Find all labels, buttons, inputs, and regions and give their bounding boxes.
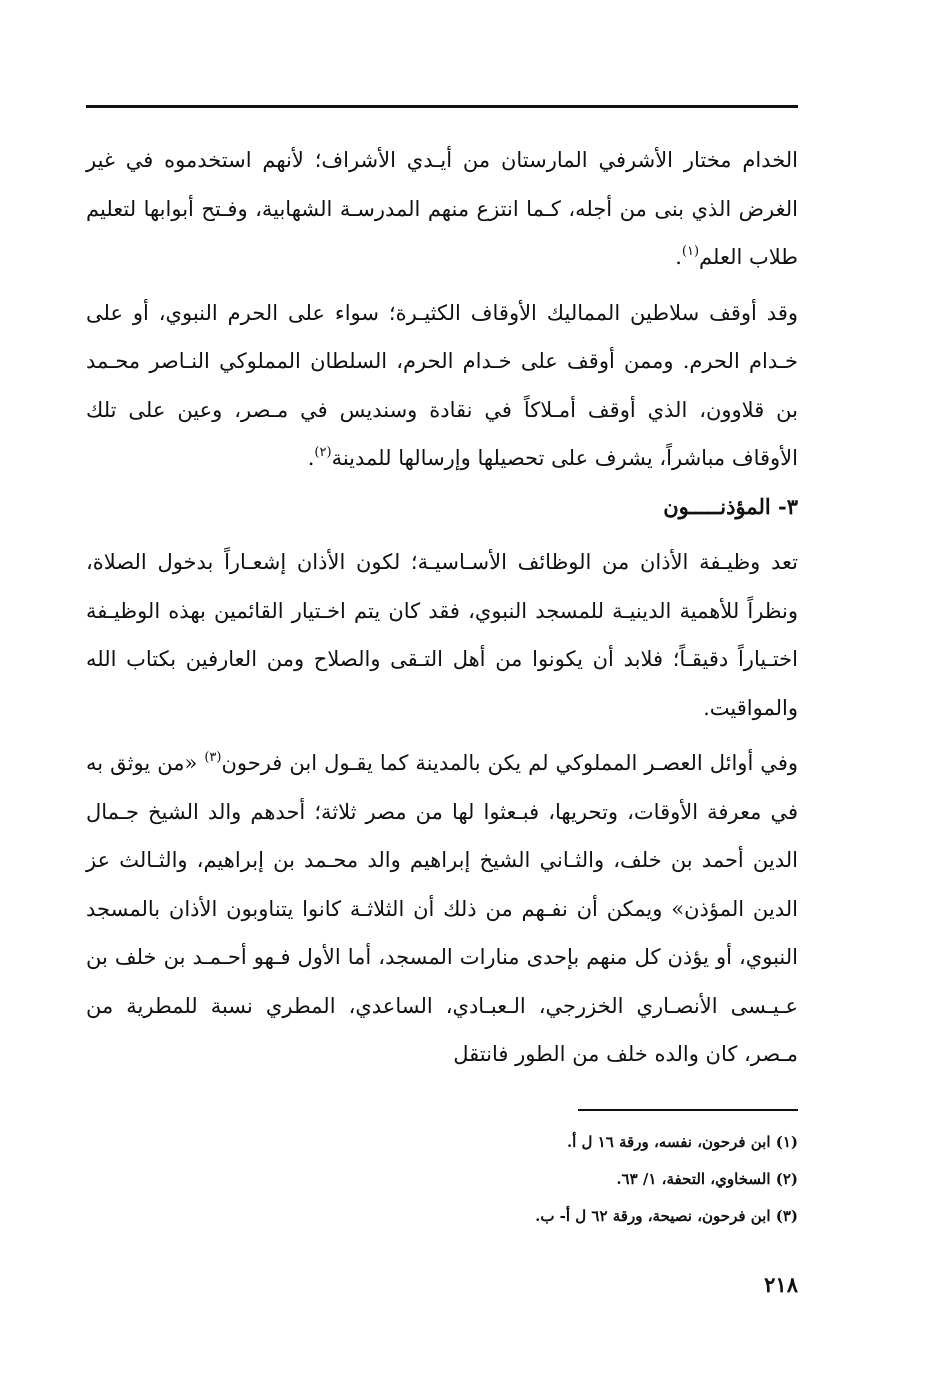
footnote-ref-3: (٣) [204, 750, 222, 765]
footnote-ref-1: (١) [681, 244, 700, 259]
paragraph-1-end: . [675, 245, 682, 269]
footnotes [86, 1124, 798, 1235]
footnote-1: (١) ابن فرحون، نفسه، ورقة ١٦ ل أ. [566, 1133, 798, 1151]
footnote-ref-2: (٢) [314, 445, 332, 460]
paragraph-4 [86, 739, 798, 1079]
footnote-2: (٢) السخاوي، التحفة، ١/ ٦٣. [616, 1170, 798, 1188]
paragraph-2 [86, 289, 798, 483]
page-number: ٢١٨ [764, 1272, 798, 1297]
paragraph-1-text: الخدام مختار الأشرفي المارستان من أيـدي الأشراف؛ لأنهم استخدموه في غير الغرض الذي بنى من أجله، كـما انتزع منهم المدرسـة الشهابية، وفـتح أبوابها لتعليم طلاب العلم [86, 148, 798, 269]
paragraph-4-start: وفي أوائل العصـر المملوكي لم يكن بالمدينة كما يقـول ابن فرحون [221, 751, 798, 775]
section-heading: ٣- المؤذنـــــون [663, 493, 798, 519]
paragraph-4-rest: «من يوثق به في معرفة الأوقات، وتحريها، فبـعثوا لها من مصر ثلاثة؛ أحدهم والد الشيخ جـمال الدين أحمد بن خلف، والثـاني الشيخ إبراهيم والد محـمد بن إبراهيم، والثـالث عز الدين المؤذن» ويمكن أن نفـهم من ذلك أن الثلاثـة كانوا يتناوبون الأذان بالمسجد النبوي، أو يؤذن كل منهم بإحدى منارات المسجد، أما الأول فـهو أحـمـد بن خلف بن عـيـسى الأنصـاري الخزرجي، الـعبـادي، الساعدي، المطري نسبة للمطرية من مـصر، كان والده خلف من الطور فانتقل [86, 751, 798, 1066]
footnote-3: (٣) ابن فرحون، نصيحة، ورقة ٦٢ ل أ- ب. [535, 1207, 798, 1225]
main-text [86, 136, 798, 1079]
header-rule [86, 105, 798, 108]
paragraph-3: تعد وظيـفة الأذان من الوظائف الأسـاسيـة؛ لكون الأذان إشعـاراً بدخول الصلاة، ونظراً للأهمية الدينيـة للمسجد النبوي، فقد كان يتم اخـتيار القائمين بهذه الوظيـفة اختـياراً دقيقـاً؛ فلابد أن يكونوا من أهل التـقى والصلاح ومن العارفين بكتاب الله والمواقيت. [86, 550, 798, 720]
paragraph-2-text: وقد أوقف سلاطين المماليك الأوقاف الكثيـرة؛ سواء على الحرم النبوي، أو على خـدام الحرم. وممن أوقف على خـدام الحرم، السلطان المملوكي النـاصر محـمد بن قلاوون، الذي أوقف أمـلاكاً في نقادة وسنديس في مـصر، وعين على تلك الأوقاف مباشراً، يشرف على تحصيلها وإرسالها للمدينة [86, 300, 798, 470]
paragraph-1 [86, 136, 798, 282]
paragraph-2-end: . [307, 446, 315, 470]
footnote-separator [578, 1109, 798, 1111]
